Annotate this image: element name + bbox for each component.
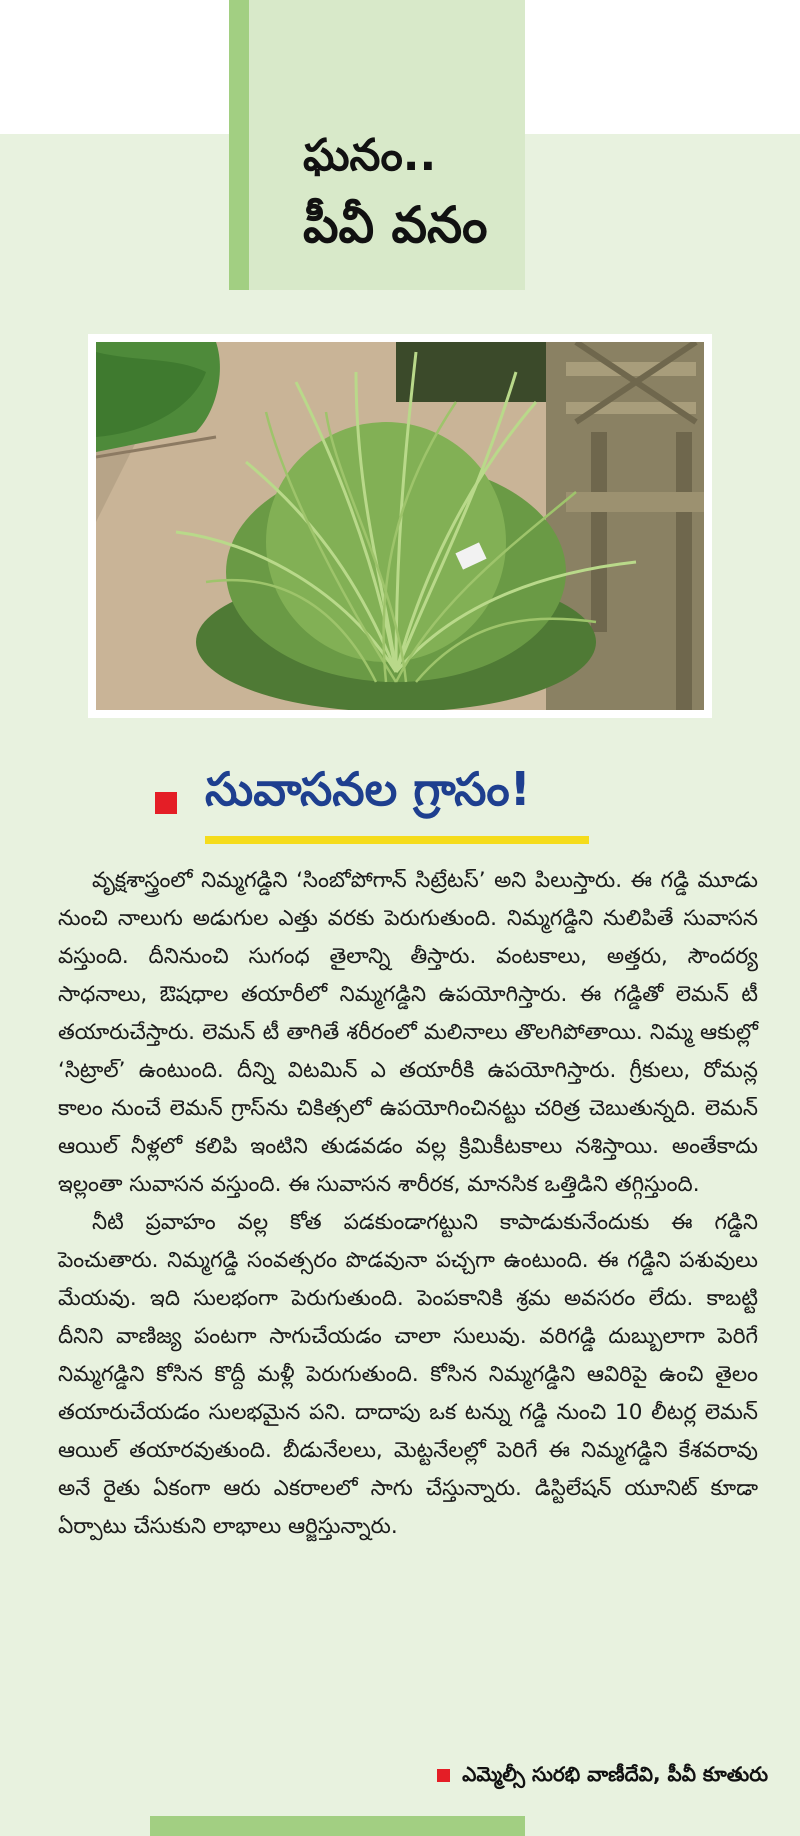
bottom-accent-bar — [150, 1816, 525, 1836]
byline-bullet-icon — [437, 1769, 450, 1782]
byline-text: ఎమ్మెల్సీ సురభి వాణీదేవి, పీవీ కూతురు — [462, 1762, 768, 1786]
paragraph-1: వృక్షశాస్త్రంలో నిమ్మగడ్డిని ‘సింబోపోగాన్ సిట్రేటస్’ అని పిలుస్తారు. ఈ గడ్డి మూడు నుంచి నాలుగు అడుగుల ఎత్తు వరకు పెరుగుతుంది. నిమ్మగడ్డిని నులిపితే సువాసన వస్తుంది. దీనినుంచి సుగంధ తైలాన్ని తీస్తారు. వంటకాలు, అత్తరు, సౌందర్య సాధనాలు, ఔషధాల తయారీలో నిమ్మగడ్డిని ఉపయోగిస్తారు. ఈ గడ్డితో లెమన్ టీ తయారుచేస్తారు. లెమన్ టీ తాగితే శరీరంలో మలినాలు తొలగిపోతాయి. నిమ్మ ఆకుల్లో ‘సిట్రాల్’ ఉంటుంది. దీన్ని విటమిన్ ఎ తయారీకి ఉపయోగిస్తారు. గ్రీకులు, రోమన్ల కాలం నుంచే లెమన్ గ్రాస్‌ను చికిత్సలో ఉపయోగించినట్టు చరిత్ర చెబుతున్నది. లెమన్ ఆయిల్ నీళ్లలో కలిపి ఇంటిని తుడవడం వల్ల క్రిమికీటకాలు నశిస్తాయి. అంతేకాదు ఇల్లంతా సువాసన వస్తుంది. ఈ సువాసన శారీరక, మానసిక ఒత్తిడిని తగ్గిస్తుంది. — [58, 868, 758, 1197]
page-title-line1: ఘనం.. — [303, 130, 437, 181]
paragraph-2: నీటి ప్రవాహం వల్ల కోత పడకుండాగట్టుని కాపాడుకునేందుకు ఈ గడ్డిని పెంచుతారు. నిమ్మగడ్డి సంవత్సరం పొడవునా పచ్చగా ఉంటుంది. ఈ గడ్డిని పశువులు మేయవు. ఇది సులభంగా పెరుగుతుంది. పెంపకానికి శ్రమ అవసరం లేదు. కాబట్టి దీనిని వాణిజ్య పంటగా సాగుచేయడం చాలా సులువు. వరిగడ్డి దుబ్బులాగా పెరిగే నిమ్మగడ్డిని కోసిన కొద్దీ మళ్లీ పెరుగుతుంది. కోసిన నిమ్మగడ్డిని ఆవిరిపై ఉంచి తైలం తయారుచేయడం సులభమైన పని. దాదాపు ఒక టన్ను గడ్డి నుంచి 10 లీటర్ల లెమన్ ఆయిల్ తయారవుతుంది. బీడునేలలు, మెట్టనేలల్లో పెరిగే ఈ నిమ్మగడ్డిని కేశవరావు అనే రైతు ఏకంగా ఆరు ఎకరాలలో సాగు చేస్తున్నారు. డిస్టిలేషన్ యూనిట్ కూడా ఏర్పాటు చేసుకుని లాభాలు ఆర్జిస్తున్నారు. — [58, 1210, 758, 1539]
heading-bullet-icon — [155, 792, 177, 814]
byline — [437, 1762, 768, 1791]
article-body — [58, 862, 758, 1546]
article-heading: సువాసనల గ్రాసం! — [205, 762, 531, 816]
heading-underline — [205, 836, 589, 844]
article-heading-row — [155, 762, 655, 832]
lemongrass-photo — [96, 342, 704, 710]
photo-frame — [88, 334, 712, 718]
title-box — [229, 0, 525, 290]
page-title-line2: పీవీ వనం — [303, 196, 488, 254]
